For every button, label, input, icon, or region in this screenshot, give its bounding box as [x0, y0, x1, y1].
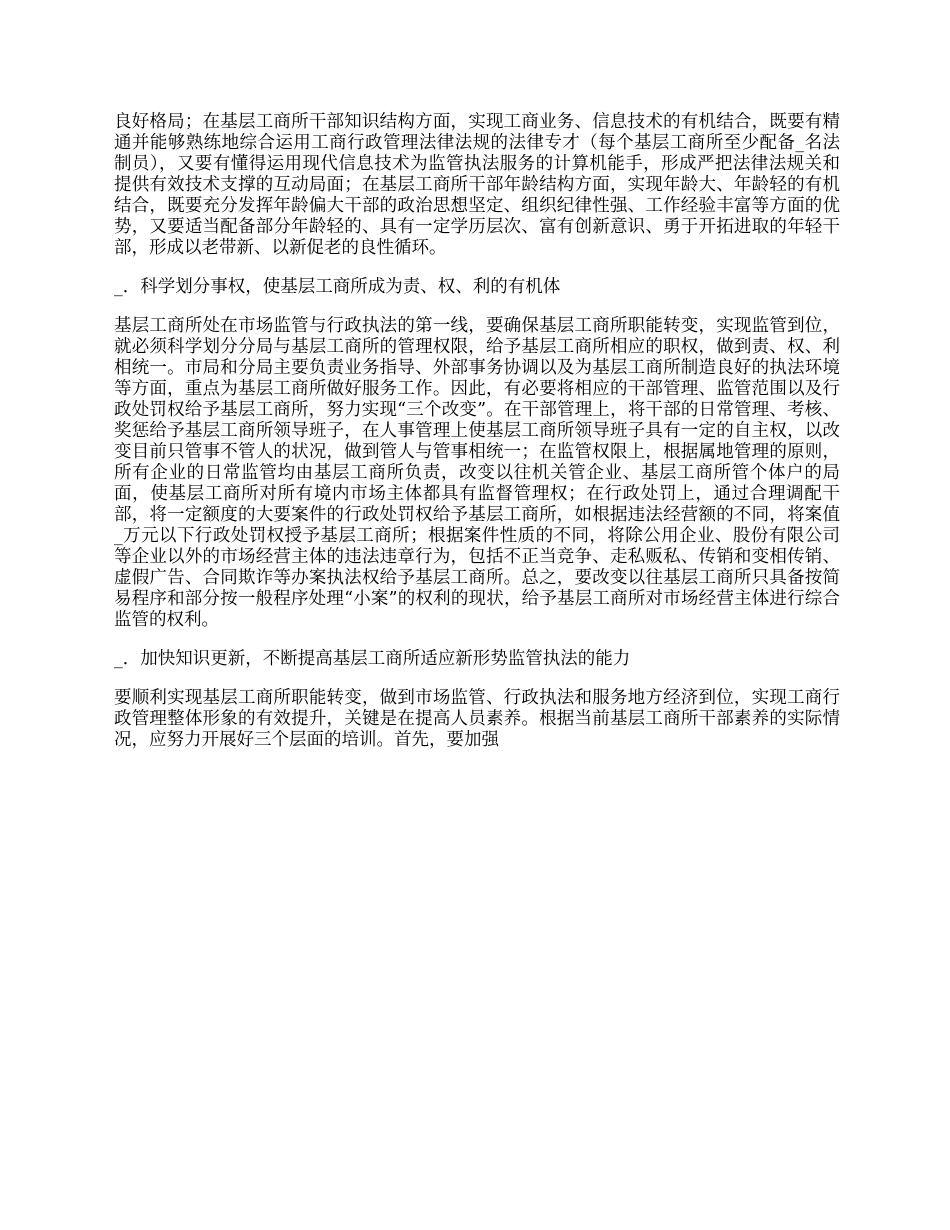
section-heading-division-of-powers: _．科学划分事权，使基层工商所成为责、权、利的有机体 [114, 277, 561, 297]
paragraph-division-of-powers: 基层工商所处在市场监管与行政执法的第一线，要确保基层工商所职能转变，实现监管到位，就必须科学划分分局与基层工商所的管理权限，给予基层工商所相应的职权，做到责、权、利相统一。市局和分局主要负责业务指导、外部事务协调以及为基层工商所制造良好的执法环境等方面，重点为基层工商所做好服务工作。因此，有必要将相应的干部管理、监管范围以及行政处罚权给予基层工商所，努力实现“三个改变”。在干部管理上，将干部的日常管理、考核、奖惩给予基层工商所领导班子，在人事管理上使基层工商所领导班子具有一定的自主权，以改变目前只管事不管人的状况，做到管人与管事相统一；在监管权限上，根据属地管理的原则，所有企业的日常监管均由基层工商所负责，改变以往机关管企业、基层工商所管个体户的局面，使基层工商所对所有境内市场主体都具有监督管理权；在行政处罚上，通过合理调配干部，将一定额度的大要案件的行政处罚权给予基层工商所，如根据违法经营额的不同，将案值_万元以下行政处罚权授予基层工商所；根据案件性质的不同，将除公用企业、股份有限公司等企业以外的市场经营主体的违法违章行为，包括不正当竞争、走私贩私、传销和变相传销、虚假广告、合同欺诈等办案执法权给予基层工商所。总之，要改变以往基层工商所只具备按简易程序和部分按一般程序处理“小案”的权利的现状，给予基层工商所对市场经营主体进行综合监管的权利。 [114, 316, 840, 630]
paragraph-talent-structure: 良好格局；在基层工商所干部知识结构方面，实现工商业务、信息技术的有机结合，既要有精通并能够熟练地综合运用工商行政管理法律法规的法律专才（每个基层工商所至少配备_名法制员），又要有懂得运用现代信息技术为监管执法服务的计算机能手，形成严把法律法规关和提供有效技术支撑的互动局面；在基层工商所干部年龄结构方面，实现年龄大、年龄轻的有机结合，既要充分发挥年龄偏大干部的政治思想坚定、组织纪律性强、工作经验丰富等方面的优势，又要适当配备部分年龄轻的、具有一定学历层次、富有创新意识、勇于开拓进取的年轻干部，形成以老带新、以新促老的良性循环。 [114, 112, 840, 258]
document-page [114, 112, 840, 769]
section-heading-knowledge-update: _．加快知识更新，不断提高基层工商所适应新形势监管执法的能力 [114, 649, 631, 669]
paragraph-knowledge-update: 要顺利实现基层工商所职能转变，做到市场监管、行政执法和服务地方经济到位，实现工商行政管理整体形象的有效提升，关键是在提高人员素养。根据当前基层工商所干部素养的实际情况，应努力开展好三个层面的培训。首先，要加强 [114, 688, 840, 750]
